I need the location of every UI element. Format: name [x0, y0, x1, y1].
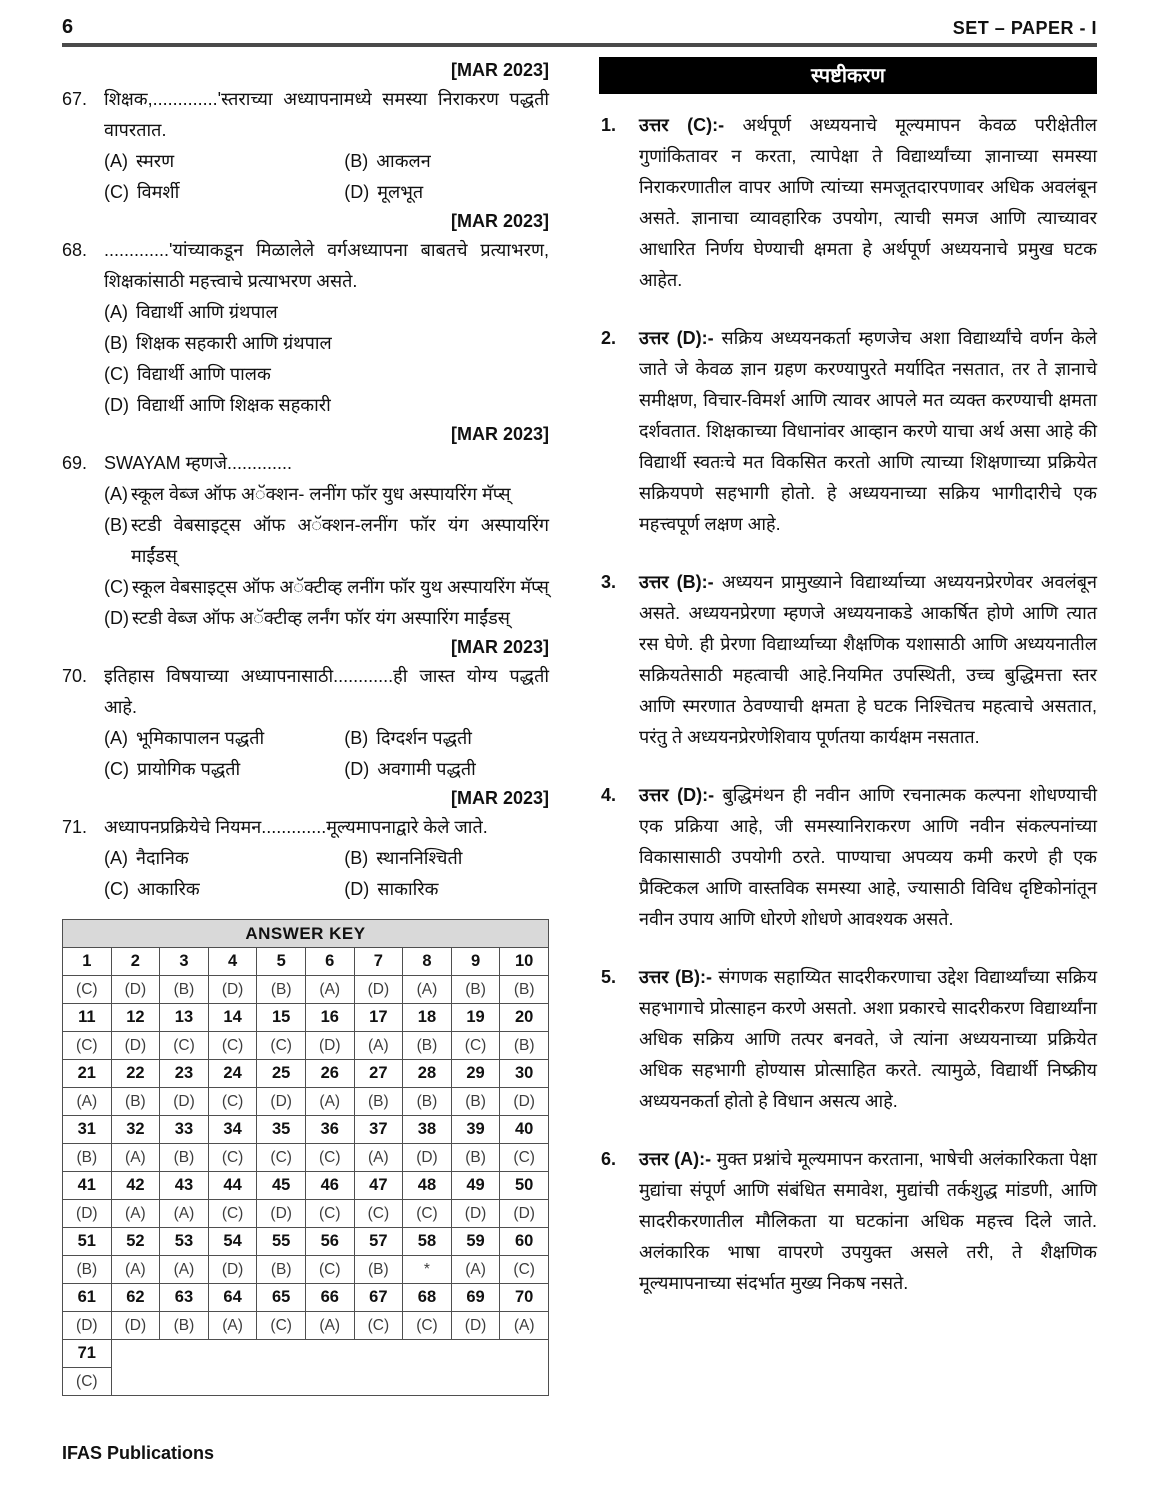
option-d	[344, 177, 549, 208]
answer-key-answer: (B)	[500, 976, 549, 1004]
option-label: (C)	[104, 577, 129, 597]
answer-key-answer: (D)	[451, 1312, 500, 1340]
question-number: 67.	[62, 89, 88, 109]
explanation-detail: संगणक सहाय्यित सादरीकरणाचा उद्देश विद्यार्थ्यांच्या सक्रिय सहभागाचे प्रोत्साहन करणे असतो. अशा प्रकारचे सादरीकरण विद्यार्थ्यांना अधिक सक्रिय आणि तत्पर बनवते, जे त्यांना अध्ययनाच्या प्रक्रियेत अधिक सहभागी होण्यास प्रोत्साहित करते. त्यामुळे, विद्यार्थी निष्क्रीय अध्ययनकर्ता होतो हे विधान असत्य आहे.	[639, 967, 1098, 1111]
answer-key-answer: (D)	[500, 1200, 549, 1228]
explanation-text	[639, 110, 1097, 296]
answer-key-answer: (D)	[257, 1088, 306, 1116]
explanation-text	[639, 567, 1097, 753]
paper-title: SET – PAPER - I	[952, 18, 1097, 38]
answer-key-question-number: 2	[111, 948, 160, 976]
answer-key-question-number: 41	[63, 1172, 112, 1200]
answer-label: उत्तर (B):-	[639, 572, 714, 592]
answer-key-question-number: 7	[354, 948, 403, 976]
answer-key-question-number: 12	[111, 1004, 160, 1032]
option-text: विमर्शी	[137, 182, 180, 202]
explanation-number: 2.	[601, 328, 617, 348]
answer-key-question-number: 54	[208, 1228, 257, 1256]
answer-key-answer: (B)	[451, 976, 500, 1004]
answer-key-question-number: 53	[160, 1228, 209, 1256]
option-text: भूमिकापालन पद्धती	[136, 728, 265, 748]
answer-key-question-number: 34	[208, 1116, 257, 1144]
option-b	[104, 328, 549, 359]
answer-key-answer-row	[63, 1200, 549, 1228]
exam-tag: [MAR 2023]	[450, 424, 549, 444]
answer-key-answer: (D)	[63, 1200, 112, 1228]
explanation-number: 3.	[601, 572, 617, 592]
answer-key-question-number: 22	[111, 1060, 160, 1088]
answer-key-number-row	[63, 1172, 549, 1200]
explanation-detail: मुक्त प्रश्नांचे मूल्यमापन करताना, भाषेची अलंकारिकता पेक्षा मुद्यांचा संपूर्ण आणि संबंधित समावेश, मुद्यांची तर्कशुद्ध मांडणी, आणि सादरीकरणातील मौलिकता या घटकांना अधिक महत्त्व दिले जाते. अलंकारिक भाषा वापरणे उपयुक्त असले तरी, ते शैक्षणिक मूल्यमापनाच्या संदर्भात मुख्य निकष नसते.	[639, 1149, 1097, 1293]
option-a	[104, 146, 344, 177]
answer-key-question-number: 62	[111, 1284, 160, 1312]
explanation-number: 6.	[601, 1149, 617, 1169]
question-number: 69.	[62, 453, 88, 473]
answer-key-number-row	[63, 1228, 549, 1256]
answer-key-answer: (C)	[500, 1144, 549, 1172]
question-text: इतिहास विषयाच्या अध्यापनासाठी............ही जास्त योग्य पद्धती आहे.	[104, 666, 549, 717]
question-number: 71.	[62, 817, 88, 837]
answer-key-question-number: 5	[257, 948, 306, 976]
answer-key-answer: (B)	[403, 1088, 452, 1116]
answer-key-answer: (B)	[451, 1144, 500, 1172]
answer-key-answer: (C)	[63, 1032, 112, 1060]
answer-key-answer: (A)	[160, 1256, 209, 1284]
exam-tag: [MAR 2023]	[450, 788, 549, 808]
option-text: प्रायोगिक पद्धती	[137, 759, 241, 779]
answer-key-answer: (D)	[63, 1312, 112, 1340]
answer-key-answer: (D)	[403, 1144, 452, 1172]
answer-key-question-number: 39	[451, 1116, 500, 1144]
answer-key-question-number: 28	[403, 1060, 452, 1088]
answer-key-question-number: 52	[111, 1228, 160, 1256]
answer-key-question-number: 36	[305, 1116, 354, 1144]
question-body	[104, 84, 549, 208]
answer-key-question-number: 69	[451, 1284, 500, 1312]
answer-key-question-number: 61	[63, 1284, 112, 1312]
answer-key-question-number: 66	[305, 1284, 354, 1312]
option-a	[104, 843, 344, 874]
answer-key-answer: (A)	[500, 1312, 549, 1340]
answer-key-answer: (C)	[257, 1032, 306, 1060]
question-69	[62, 448, 549, 634]
answer-key-answer: (A)	[305, 976, 354, 1004]
option-label: (D)	[104, 395, 129, 415]
answer-key-title: ANSWER KEY	[63, 920, 549, 948]
explanations-column	[599, 57, 1097, 1396]
answer-key-answer: (D)	[208, 976, 257, 1004]
answer-label: उत्तर (D):-	[639, 785, 715, 805]
option-label: (D)	[344, 759, 370, 779]
question-body	[104, 448, 549, 634]
answer-key-answer: (D)	[111, 1312, 160, 1340]
option-text: शिक्षक सहकारी आणि ग्रंथपाल	[136, 333, 332, 353]
answer-key-answer: (A)	[305, 1088, 354, 1116]
answer-key-question-number: 26	[305, 1060, 354, 1088]
answer-key-body	[63, 948, 549, 1396]
option-text: विद्यार्थी आणि शिक्षक सहकारी	[137, 395, 331, 415]
question-options	[104, 479, 549, 634]
explanation-text	[639, 1144, 1097, 1299]
option-c	[104, 359, 549, 390]
answer-key-question-number: 45	[257, 1172, 306, 1200]
answer-key-question-number: 8	[403, 948, 452, 976]
answer-key-answer: (C)	[451, 1032, 500, 1060]
answer-key-answer-row	[63, 976, 549, 1004]
option-text: विद्यार्थी आणि ग्रंथपाल	[136, 302, 278, 322]
option-text: अवगामी पद्धती	[377, 759, 476, 779]
option-c	[104, 572, 549, 603]
answer-key-answer: (C)	[208, 1032, 257, 1060]
answer-key-question-number: 64	[208, 1284, 257, 1312]
explanations-title-bar: स्पष्टीकरण	[599, 57, 1097, 94]
answer-key-question-number: 19	[451, 1004, 500, 1032]
answer-key-number-row	[63, 1116, 549, 1144]
explanation-detail: बुद्धिमंथन ही नवीन आणि रचनात्मक कल्पना शोधण्याची एक प्रक्रिया आहे, जी समस्यानिराकरण आणि नवीन संकल्पनांच्या विकासासाठी उपयोगी ठरते. पाण्याचा अपव्यय कमी करणे ही एक प्रैक्टिकल आणि वास्तविक समस्या आहे, ज्यासाठी विविध दृष्टिकोनांतून नवीन उपाय आणि धोरणे शोधणे आवश्यक असते.	[639, 785, 1097, 929]
answer-key-answer: (B)	[354, 1256, 403, 1284]
question-70	[62, 661, 549, 785]
option-label: (A)	[104, 151, 128, 171]
answer-key-question-number: 63	[160, 1284, 209, 1312]
option-text: आकारिक	[137, 879, 200, 899]
explanation-number: 4.	[601, 785, 617, 805]
option-b	[344, 843, 549, 874]
option-text: आकलन	[376, 151, 431, 171]
question-options	[104, 723, 549, 785]
answer-key-question-number: 42	[111, 1172, 160, 1200]
question-text: अध्यापनप्रक्रियेचे नियमन.............मूल्यमापनाद्वारे केले जाते.	[104, 817, 488, 837]
answer-key-answer: (B)	[403, 1032, 452, 1060]
answer-key-question-number: 15	[257, 1004, 306, 1032]
answer-key-number-row	[63, 1060, 549, 1088]
answer-key-question-number: 68	[403, 1284, 452, 1312]
answer-label: उत्तर (B):-	[639, 967, 712, 987]
answer-key-answer: (C)	[305, 1144, 354, 1172]
explanation-4	[599, 780, 1097, 935]
answer-key-answer: *	[403, 1256, 452, 1284]
answer-key-answer: (A)	[160, 1200, 209, 1228]
explanation-number: 5.	[601, 967, 617, 987]
answer-key-question-number: 46	[305, 1172, 354, 1200]
answer-key-question-number: 67	[354, 1284, 403, 1312]
option-c	[104, 874, 344, 905]
answer-key-number-row	[63, 948, 549, 976]
answer-key-answer: (C)	[257, 1312, 306, 1340]
answer-key-question-number: 57	[354, 1228, 403, 1256]
answer-key-answer: (B)	[111, 1088, 160, 1116]
answer-key-answer: (C)	[63, 1368, 112, 1396]
answer-key-question-number: 31	[63, 1116, 112, 1144]
question-text: शिक्षक,.............'स्तराच्या अध्यापनामध्ये समस्या निराकरण पद्धती वापरतात.	[104, 89, 549, 140]
answer-key-answer: (D)	[500, 1088, 549, 1116]
answer-key-question-number: 25	[257, 1060, 306, 1088]
option-a	[104, 479, 549, 510]
answer-key-answer: (A)	[354, 1032, 403, 1060]
answer-key-question-number: 43	[160, 1172, 209, 1200]
page-header	[62, 0, 1097, 47]
answer-key-question-number: 10	[500, 948, 549, 976]
answer-key-answer-row	[63, 1032, 549, 1060]
answer-key-answer: (C)	[63, 976, 112, 1004]
answer-key-answer: (C)	[160, 1032, 209, 1060]
answer-key-question-number: 20	[500, 1004, 549, 1032]
answer-key-answer: (A)	[111, 1144, 160, 1172]
option-label: (B)	[344, 848, 369, 868]
explanation-detail: अध्ययन प्रामुख्याने विद्यार्थ्याच्या अध्ययनप्रेरणेवर अवलंबून असते. अध्ययनप्रेरणा म्हणजे अध्ययनाकडे आकर्षित होणे आणि त्यात रस घेणे. ही प्रेरणा विद्यार्थ्याच्या शैक्षणिक यशासाठी आणि अध्ययनातील सक्रियतेसाठी महत्वाची आहे.नियमित उपस्थिती, उच्च बुद्धिमत्ता स्तर आणि स्मरणात ठेवण्याची क्षमता हे घटक निश्चितच महत्वाचे असतात, परंतु ते अध्ययनप्रेरणेशिवाय पूर्णतया कार्यक्षम नसतात.	[639, 572, 1097, 747]
answer-key-question-number: 48	[403, 1172, 452, 1200]
option-label: (B)	[104, 333, 128, 353]
explanation-5	[599, 962, 1097, 1117]
option-label: (D)	[344, 182, 370, 202]
answer-key-question-number: 37	[354, 1116, 403, 1144]
question-body	[104, 812, 549, 905]
answer-key-question-number: 23	[160, 1060, 209, 1088]
answer-key-answer: (D)	[111, 976, 160, 1004]
answer-key-question-number: 50	[500, 1172, 549, 1200]
answer-key-question-number: 49	[451, 1172, 500, 1200]
answer-key-number-row	[63, 1004, 549, 1032]
option-text: स्कूल वेब्ज ऑफ अॅक्शन- लनींग फॉर युध अस्पायरिंग मॅप्स्	[131, 484, 511, 504]
option-text: साकारिक	[377, 879, 439, 899]
answer-key-answer: (D)	[354, 976, 403, 1004]
question-text: .............'यांच्याकडून मिळालेले वर्गअध्यापना बाबतचे प्रत्याभरण, शिक्षकांसाठी महत्त्वाचे प्रत्याभरण असते.	[104, 240, 549, 291]
answer-key-question-number: 58	[403, 1228, 452, 1256]
answer-key-answer: (C)	[208, 1144, 257, 1172]
answer-key-question-number: 47	[354, 1172, 403, 1200]
answer-key-question-number: 9	[451, 948, 500, 976]
answer-key-answer: (B)	[257, 976, 306, 1004]
option-text: दिग्दर्शन पद्धती	[376, 728, 472, 748]
answer-key-question-number: 13	[160, 1004, 209, 1032]
answer-key-question-number: 27	[354, 1060, 403, 1088]
answer-key-answer-row	[63, 1312, 549, 1340]
option-label: (A)	[104, 484, 128, 504]
answer-key-answer: (C)	[208, 1200, 257, 1228]
option-b	[344, 723, 549, 754]
answer-key-question-number: 18	[403, 1004, 452, 1032]
option-label: (C)	[104, 182, 129, 202]
option-b	[344, 146, 549, 177]
option-label: (B)	[344, 151, 369, 171]
answer-key-question-number: 65	[257, 1284, 306, 1312]
answer-key-question-number: 51	[63, 1228, 112, 1256]
answer-key-answer: (C)	[354, 1200, 403, 1228]
answer-key-question-number: 17	[354, 1004, 403, 1032]
answer-key-answer: (C)	[403, 1312, 452, 1340]
answer-key-question-number: 33	[160, 1116, 209, 1144]
answer-key-number-row	[63, 1284, 549, 1312]
question-body	[104, 661, 549, 785]
question-71	[62, 812, 549, 905]
answer-key-question-number: 24	[208, 1060, 257, 1088]
answer-key-table	[62, 919, 549, 1396]
explanation-text	[639, 323, 1097, 540]
option-a	[104, 297, 549, 328]
option-a	[104, 723, 344, 754]
answer-key-question-number: 59	[451, 1228, 500, 1256]
option-text: स्टडी वेबसाइट्स ऑफ अॅक्शन-लनींग फॉर यंग अस्पायरिंग माईंडस्	[131, 515, 549, 566]
question-options	[104, 843, 549, 905]
answer-key-answer: (A)	[111, 1200, 160, 1228]
answer-key-answer: (B)	[257, 1256, 306, 1284]
explanation-1	[599, 110, 1097, 296]
answer-key-answer: (A)	[111, 1256, 160, 1284]
answer-key-answer: (B)	[63, 1144, 112, 1172]
answer-key-answer: (B)	[500, 1032, 549, 1060]
question-number: 70.	[62, 666, 88, 686]
option-label: (D)	[344, 879, 370, 899]
question-text: SWAYAM म्हणजे.............	[104, 453, 293, 473]
exam-tag: [MAR 2023]	[450, 60, 549, 80]
exam-tag: [MAR 2023]	[450, 637, 549, 657]
answer-key-question-number: 56	[305, 1228, 354, 1256]
answer-label: उत्तर (D):-	[639, 328, 714, 348]
answer-key-answer-row	[63, 1256, 549, 1284]
answer-key-answer: (D)	[160, 1088, 209, 1116]
answer-key-answer: (C)	[403, 1200, 452, 1228]
answer-key-question-number: 4	[208, 948, 257, 976]
answer-key-answer: (D)	[257, 1200, 306, 1228]
answer-key-question-number: 40	[500, 1116, 549, 1144]
question-number: 68.	[62, 240, 88, 260]
explanation-2	[599, 323, 1097, 540]
option-label: (C)	[104, 879, 129, 899]
answer-key-answer: (D)	[111, 1032, 160, 1060]
option-label: (A)	[104, 728, 128, 748]
option-label: (D)	[104, 608, 129, 628]
option-d	[344, 754, 549, 785]
answer-key-question-number: 70	[500, 1284, 549, 1312]
explanation-text	[639, 962, 1097, 1117]
answer-key-question-number: 38	[403, 1116, 452, 1144]
explanation-number: 1.	[601, 115, 617, 135]
exam-tag: [MAR 2023]	[450, 211, 549, 231]
answer-key-answer-row	[63, 1144, 549, 1172]
option-text: स्मरण	[136, 151, 175, 171]
answer-key-answer: (A)	[403, 976, 452, 1004]
answer-key-question-number: 11	[63, 1004, 112, 1032]
answer-key-answer: (A)	[354, 1144, 403, 1172]
option-label: (C)	[104, 759, 129, 779]
question-68	[62, 235, 549, 421]
answer-key-question-number: 32	[111, 1116, 160, 1144]
answer-key-answer: (C)	[305, 1256, 354, 1284]
explanation-3	[599, 567, 1097, 753]
answer-key-answer: (D)	[305, 1032, 354, 1060]
answer-key-question-number: 6	[305, 948, 354, 976]
question-body	[104, 235, 549, 421]
option-label: (A)	[104, 848, 128, 868]
answer-key-answer: (A)	[208, 1312, 257, 1340]
answer-key-question-number: 60	[500, 1228, 549, 1256]
answer-key-question-number: 55	[257, 1228, 306, 1256]
answer-key-question-number: 16	[305, 1004, 354, 1032]
answer-key-question-number: 35	[257, 1116, 306, 1144]
answer-key-answer: (C)	[257, 1144, 306, 1172]
option-text: विद्यार्थी आणि पालक	[137, 364, 271, 384]
answer-key-answer: (B)	[160, 976, 209, 1004]
explanation-detail: सक्रिय अध्ययनकर्ता म्हणजेच अशा विद्यार्थ्यांचे वर्णन केले जाते जे केवळ ज्ञान ग्रहण करण्यापुरते मर्यादित नसतात, तर ते ज्ञानाचे समीक्षण, विचार-विमर्श आणि त्यावर आपले मत व्यक्त करण्याची क्षमता दर्शवतात. शिक्षकाच्या विधानांवर आव्हान करणे याचा अर्थ असा आहे की विद्यार्थी स्वतःचे मत विकसित करतो आणि त्याच्या शिक्षणाच्या प्रक्रियेत सक्रियपणे सहभागी होतो. हे अध्ययनाच्या सक्रिय भागीदारीचे एक महत्त्वपूर्ण लक्षण आहे.	[639, 328, 1097, 534]
option-label: (B)	[344, 728, 369, 748]
option-c	[104, 754, 344, 785]
option-d	[344, 874, 549, 905]
option-text: स्थाननिश्चिती	[376, 848, 463, 868]
option-text: स्टडी वेब्ज ऑफ अॅक्टीव्ह लर्नंग फॉर यंग अस्पारिंग माईंडस्	[132, 608, 510, 628]
option-c	[104, 177, 344, 208]
answer-key-question-number: 44	[208, 1172, 257, 1200]
answer-key-answer: (A)	[63, 1088, 112, 1116]
question-options	[104, 297, 549, 421]
answer-key-question-number: 1	[63, 948, 112, 976]
answer-label: उत्तर (A):-	[639, 1149, 712, 1169]
option-label: (A)	[104, 302, 128, 322]
answer-key-number-row	[63, 1340, 549, 1368]
answer-key-answer: (C)	[208, 1088, 257, 1116]
answer-key-answer: (B)	[451, 1088, 500, 1116]
answer-label: उत्तर (C):-	[639, 115, 725, 135]
answer-key-empty-cell	[111, 1340, 548, 1396]
explanation-detail: अर्थपूर्ण अध्ययनाचे मूल्यमापन केवळ परीक्षेतील गुणांकितावर न करता, त्यापेक्षा ते विद्यार्थ्यांच्या ज्ञानाच्या समस्या निराकरणातील वापर आणि त्यांच्या समजूतदारपणावर अधिक अवलंबून असते. ज्ञानाचा व्यावहारिक उपयोग, त्याची समज आणि त्याच्यावर आधारित निर्णय घेण्याची क्षमता हे अर्थपूर्ण अध्ययनाचे प्रमुख घटक आहेत.	[639, 115, 1097, 290]
answer-key-answer: (D)	[451, 1200, 500, 1228]
answer-key-answer: (B)	[354, 1088, 403, 1116]
option-text: स्कूल वेबसाइट्स ऑफ अॅक्टीव्ह लनींग फॉर युथ अस्पायरिंग मॅप्स्	[132, 577, 549, 597]
answer-key-answer: (A)	[305, 1312, 354, 1340]
explanation-text	[639, 780, 1097, 935]
answer-key-answer-row	[63, 1088, 549, 1116]
option-label: (C)	[104, 364, 129, 384]
answer-key-answer: (B)	[160, 1144, 209, 1172]
answer-key-answer: (C)	[305, 1200, 354, 1228]
option-b	[104, 510, 549, 572]
option-d	[104, 390, 549, 421]
option-text: नैदानिक	[136, 848, 189, 868]
page-number: 6	[62, 16, 74, 38]
answer-key-question-number: 71	[63, 1340, 112, 1368]
option-label: (B)	[104, 515, 128, 535]
answer-key-answer: (B)	[63, 1256, 112, 1284]
answer-key-answer: (C)	[500, 1256, 549, 1284]
explanation-6	[599, 1144, 1097, 1299]
questions-column	[62, 57, 549, 1396]
publisher-footer: IFAS Publications	[62, 1443, 215, 1463]
option-text: मूलभूत	[377, 182, 424, 202]
answer-key-question-number: 29	[451, 1060, 500, 1088]
answer-key-question-number: 30	[500, 1060, 549, 1088]
option-d	[104, 603, 549, 634]
answer-key-question-number: 3	[160, 948, 209, 976]
answer-key-answer: (C)	[354, 1312, 403, 1340]
answer-key-answer: (A)	[451, 1256, 500, 1284]
answer-key-answer: (D)	[208, 1256, 257, 1284]
page-content	[0, 47, 1159, 1396]
question-67	[62, 84, 549, 208]
question-options	[104, 146, 549, 208]
answer-key-answer: (B)	[160, 1312, 209, 1340]
answer-key-question-number: 21	[63, 1060, 112, 1088]
answer-key-question-number: 14	[208, 1004, 257, 1032]
